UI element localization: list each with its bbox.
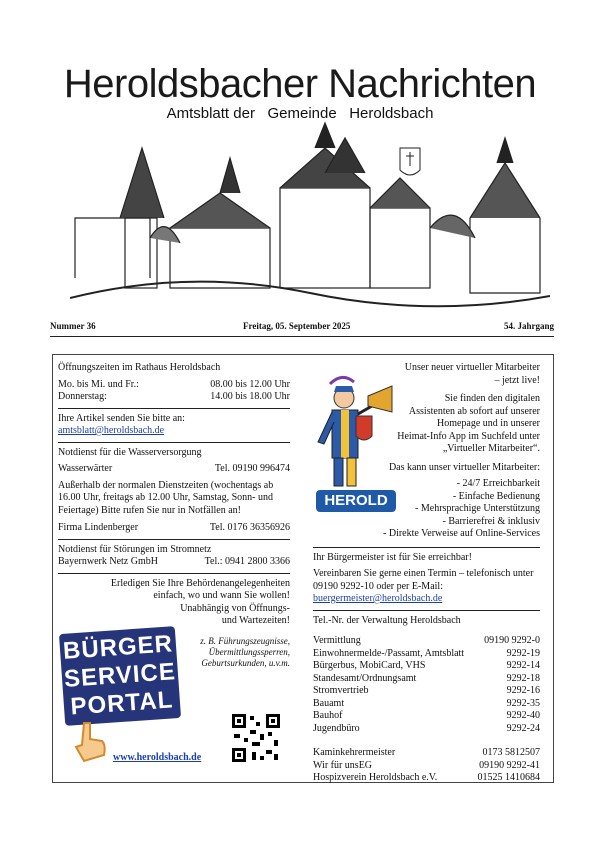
phone-row: Kaminkehrermeister 0173 5812507: [313, 747, 540, 758]
village-skyline-illustration: [70, 118, 550, 313]
feature-item: - Einfache Bedienung: [452, 490, 540, 502]
mayor-text: Vereinbaren Sie gerne einen Termin – telefonisch unter 09190 9292-10 oder per E-Mail:: [313, 568, 534, 592]
mayor-heading: Ihr Bürgermeister ist für Sie erreichbar!: [313, 551, 472, 563]
assistant-offers-heading: Das kann unser virtueller Mitarbeiter:: [388, 461, 540, 473]
phones-heading: Tel.-Nr. der Verwaltung Heroldsbach: [313, 614, 461, 626]
phone-row: Bürgerbus, MobiCard, VHS 9292-14: [313, 660, 540, 671]
phone-row: Hospizverein Heroldsbach e.V. 01525 1410684: [313, 772, 540, 783]
water-keeper-row: Wasserwärter Tel. 09190 996474: [58, 463, 290, 474]
hand-pointer-icon: [70, 715, 110, 765]
feature-item: - Direkte Verweise auf Online-Services: [383, 528, 540, 539]
assistant-title: Unser neuer virtueller Mitarbeiter – jetzt live!: [404, 362, 540, 386]
phone-row: Jugendbüro 9292-24: [313, 722, 540, 734]
masthead-title: Heroldsbacher Nachrichten: [63, 62, 537, 106]
portal-promo: Erledigen Sie Ihre Behördenangelegenheiten einfach, wo und wann Sie wollen! Unabhängig von Öffnungs- und Wartezeiten!: [110, 577, 290, 626]
phone-row: Standesamt/Ordnungsamt 9292-18: [313, 672, 540, 684]
phone-row: Vermittlung 09190 9292-0: [313, 635, 540, 646]
left-column: [58, 362, 290, 669]
masthead-subtitle: Amtsblatt der Gemeinde Heroldsbach: [166, 105, 434, 122]
right-column: [313, 362, 540, 785]
water-note: Außerhalb der normalen Dienstzeiten (wochentags ab 16.00 Uhr, freitags ab 12.00 Uhr, Samstag, Sonn- und Feiertage) Bitte rufen Sie nur in Notfällen an!: [58, 479, 274, 516]
herold-badge: HEROLD: [316, 490, 396, 512]
feature-item: - 24/7 Erreichbarkeit: [456, 478, 540, 489]
mayor-email-link[interactable]: buergermeister@heroldsbach.de: [313, 593, 443, 604]
opening-hours-heading: Öffnungszeiten im Rathaus Heroldsbach: [58, 362, 221, 373]
feature-item: - Mehrsprachige Unterstützung: [415, 503, 540, 514]
phone-row: Einwohnermelde-/Passamt, Amtsblatt 9292-19: [313, 647, 540, 659]
phone-row: Bauhof 9292-40: [313, 710, 540, 721]
articles-email-link[interactable]: amtsblatt@heroldsbach.de: [58, 425, 165, 436]
issue-number: Nummer 36: [50, 321, 96, 331]
water-company-row: Firma Lindenberger Tel. 0176 36356926: [58, 522, 290, 533]
hours-row: Donnerstag: 14.00 bis 18.00 Uhr: [58, 391, 290, 402]
issue-date: Freitag, 05. September 2025: [243, 321, 351, 331]
power-row: Bayernwerk Netz GmbH Tel.: 0941 2800 3366: [58, 556, 290, 567]
phone-row: Bauamt 9292-35: [313, 697, 540, 709]
portal-examples: z. B. Führungszeugnisse, Übermittlungssperren, Geburtsurkunden, u.v.m.: [200, 635, 290, 668]
hours-row: Mo. bis Mi. und Fr.: 08.00 bis 12.00 Uhr: [58, 378, 290, 390]
issue-info: [50, 321, 554, 337]
issue-year: 54. Jahrgang: [503, 321, 554, 331]
phone-row: Wir für unsEG 09190 9292-41: [313, 759, 540, 771]
power-heading: Notdienst für Störungen im Stromnetz: [58, 543, 212, 555]
phone-row: Stromvertrieb 9292-16: [313, 685, 540, 696]
header-rule: [50, 336, 554, 337]
assistant-description: Sie finden den digitalen Assistenten ab sofort auf unserer Homepage und in unserer Heimat-Info App im Suchfeld unter „Virtueller Mitarbeiter“.: [397, 393, 540, 454]
qr-code-icon[interactable]: [230, 712, 282, 764]
buerger-service-portal-logo[interactable]: BÜRGER SERVICE PORTAL: [59, 626, 181, 726]
articles-text: Ihre Artikel senden Sie bitte an:: [58, 412, 185, 424]
website-link[interactable]: www.heroldsbach.de: [113, 752, 202, 763]
assistant-features: [313, 478, 540, 541]
feature-item: - Barrierefrei & inklusiv: [442, 515, 540, 527]
water-heading: Notdienst für die Wasserversorgung: [58, 446, 202, 458]
